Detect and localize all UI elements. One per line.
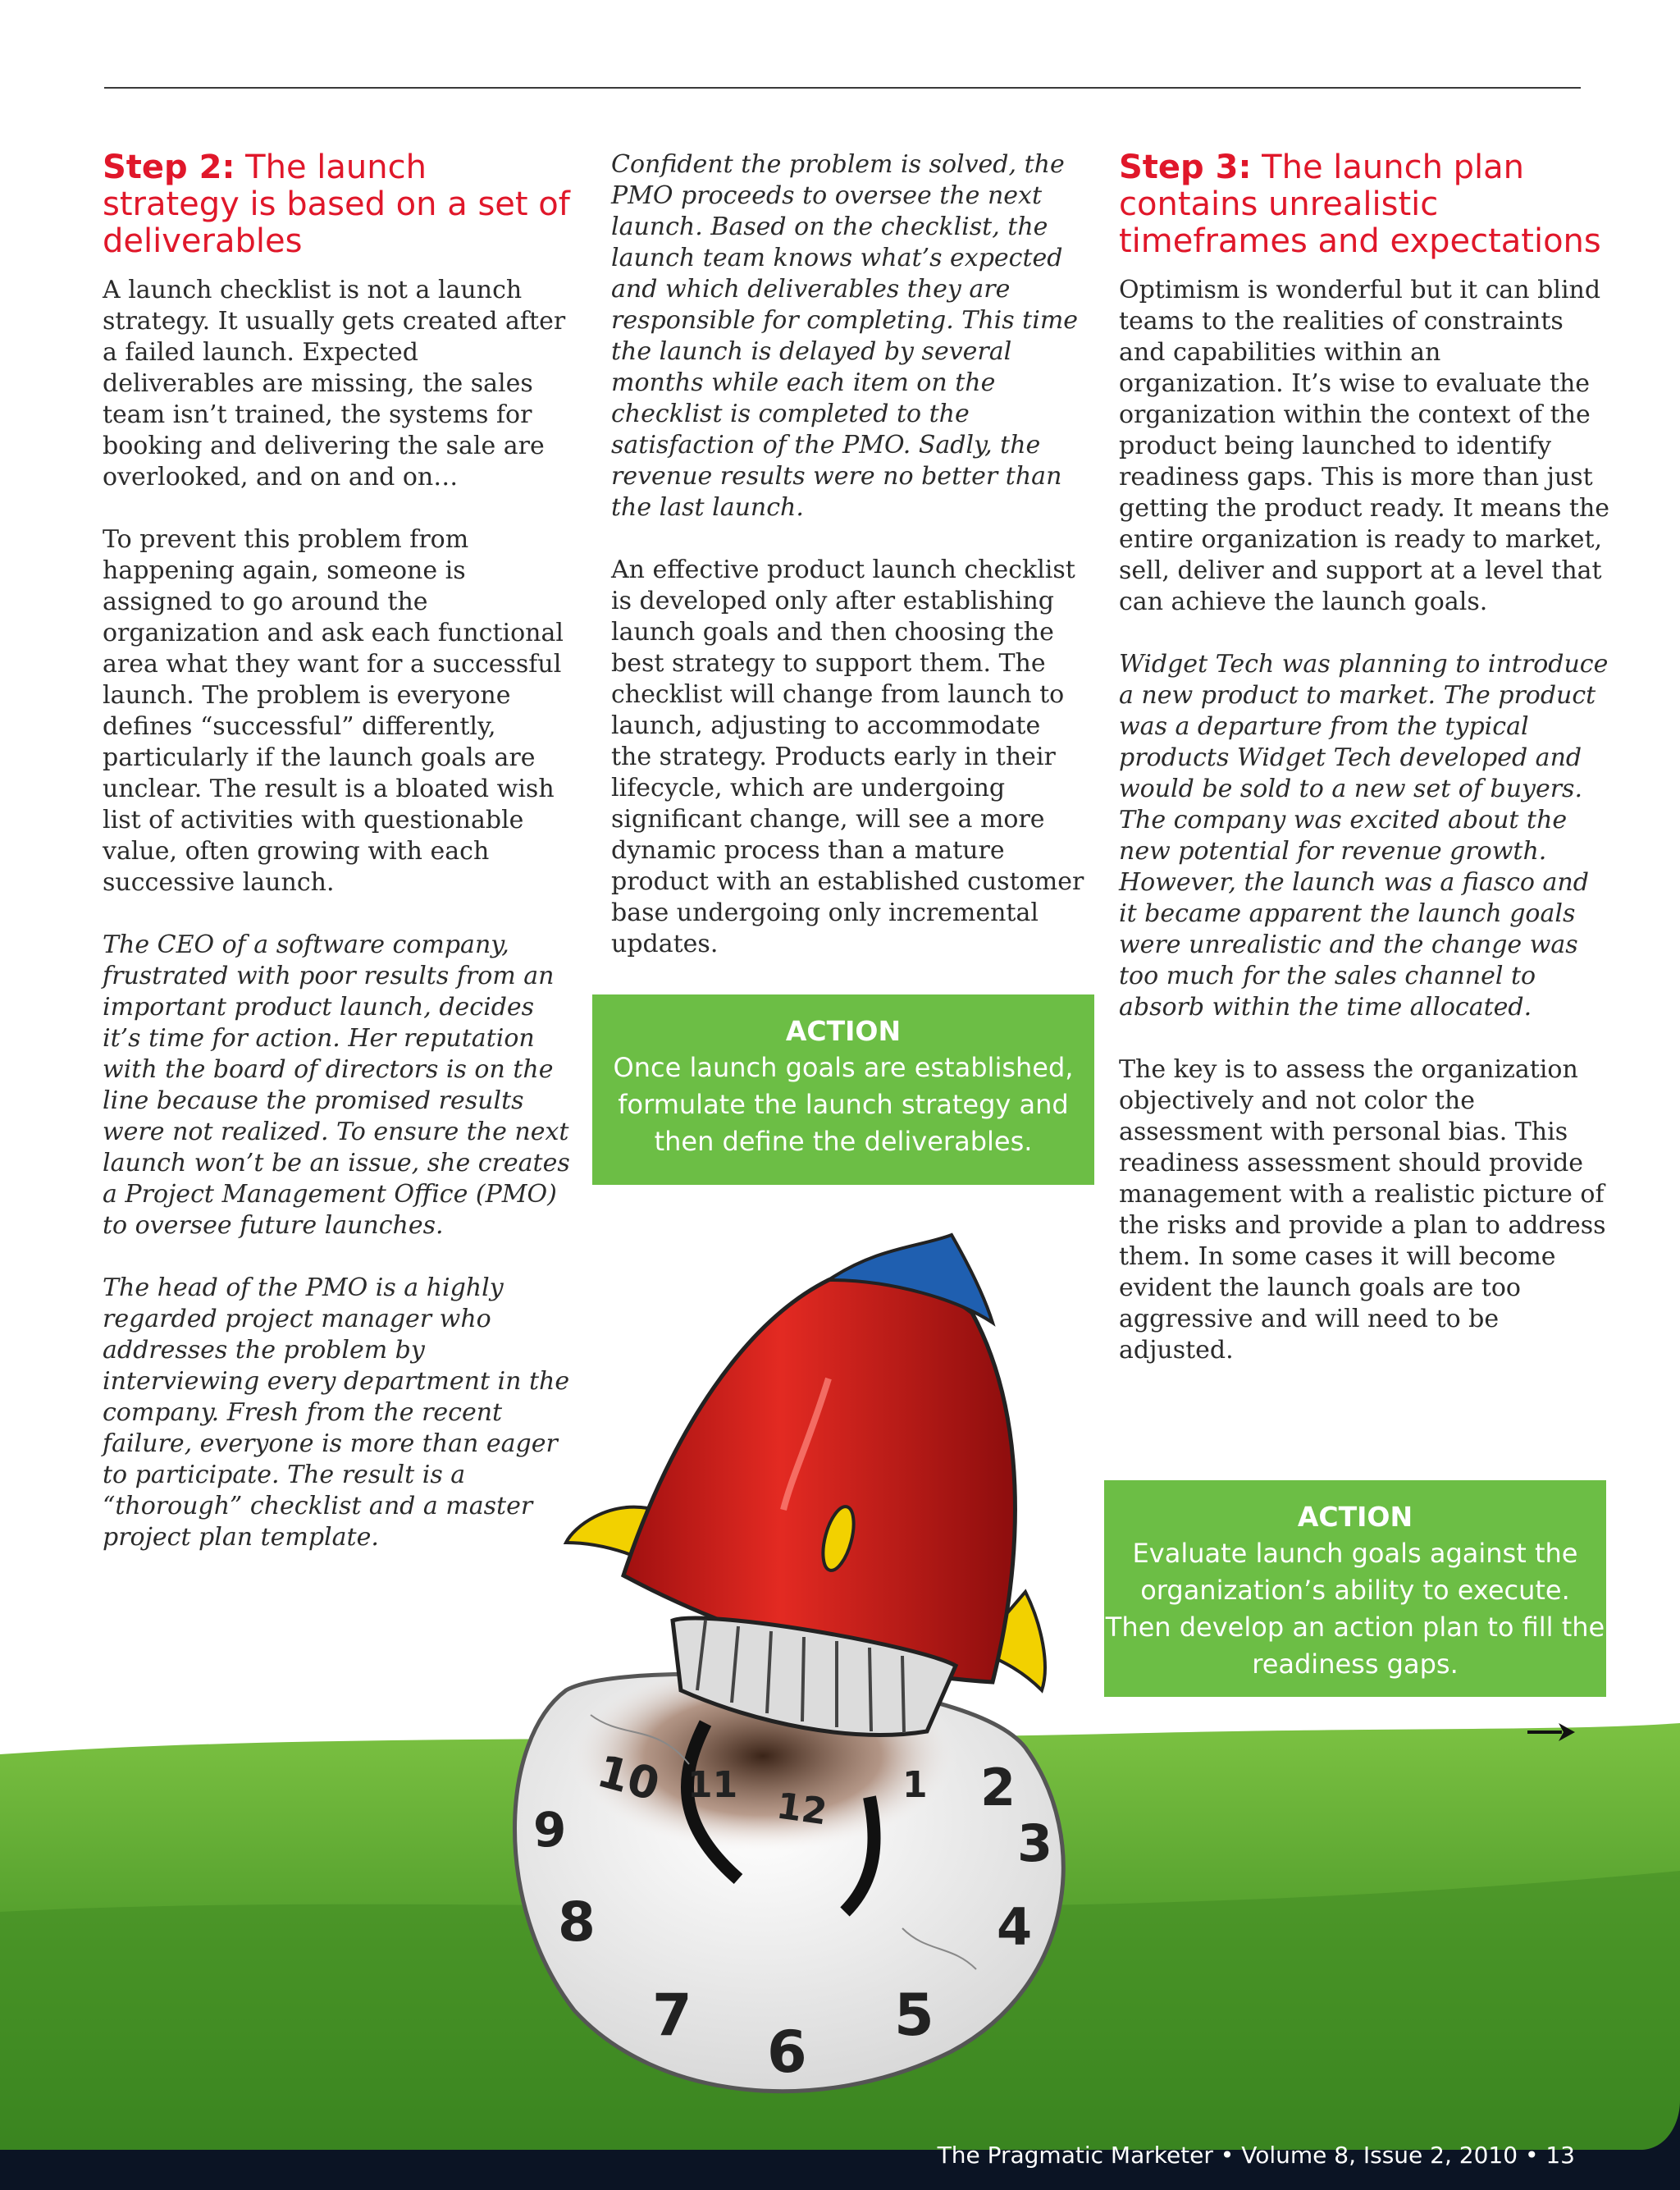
action-title-2: ACTION	[1297, 1501, 1413, 1533]
col3-paragraph-2: Widget Tech was planning to introduce a new product to market. The product was a departure from the typical products Widget Tech developed and would be sold to a new set of buyers. The company was excited about the new potential for revenue growth. However, the launch was a fiasco and it became apparent the launch goals were unrealistic and the change was too much for the sales channel to absorb within the time allocated.	[1119, 650, 1609, 1022]
col3-paragraph-3: The key is to assess the organization objectively and not color the assessment with personal bias. This readiness assessment should provide management with a realistic picture of the risks and provide a plan to address them. In some cases it will become evident the launch goals are too aggressive and will need to be adjusted.	[1119, 1055, 1606, 1365]
col1-paragraph-1: A launch checklist is not a launch strategy. It usually gets created after a failed launch. Expected deliverables are missing, the sales team isn’t trained, the systems for booking and delivering the sale are overlooked, and on and on…	[103, 276, 566, 491]
column-middle	[611, 149, 1087, 991]
arrow-right-icon[interactable]	[1526, 1720, 1577, 1744]
clock-number-7: 7	[652, 1982, 692, 2049]
page-footer: The Pragmatic Marketer • Volume 8, Issue 2, 2010 • 13	[937, 2142, 1575, 2169]
col3-paragraph-1: Optimism is wonderful but it can blind teams to the realities of constraints and capabilities within an organization. It’s wise to evaluate the organization within the context of the product being launched to identify readiness gaps. This is more than just getting the product ready. It means the entire organization is ready to market, sell, deliver and support at a level that can achieve the launch goals.	[1119, 276, 1610, 616]
action-title-1: ACTION	[785, 1015, 902, 1047]
clock-number-9: 9	[533, 1802, 567, 1858]
clock-number-11: 11	[687, 1764, 738, 1806]
clock-number-8: 8	[558, 1891, 596, 1954]
step2-heading: Step 2: The launch strategy is based on a set of deliverables	[103, 149, 570, 260]
action-box-2	[1104, 1480, 1606, 1697]
col2-paragraph-2: An effective product launch checklist is developed only after establishing launch goals and then choosing the best strategy to support them. The checklist will change from launch to launch, adjusting to accommodate the strategy. Products early in their lifecycle, which are undergoing significant change, will see a more dynamic process than a mature product with an established customer base undergoing only incremental updates.	[611, 556, 1084, 958]
clock-number-5: 5	[894, 1982, 934, 2049]
step3-heading: Step 3: The launch plan contains unrealistic timeframes and expectations	[1119, 149, 1601, 260]
action-text-1: Once launch goals are established, formulate the launch strategy and then define the deliverables.	[613, 1052, 1074, 1157]
column-left	[103, 149, 570, 1584]
clock-number-4: 4	[997, 1897, 1033, 1957]
col2-paragraph-1: Confident the problem is solved, the PMO proceeds to oversee the next launch. Based on the checklist, the launch team knows what’s expected and which deliverables they are responsible for completing. This time the launch is delayed by several months while each item on the checklist is completed to the satisfaction of the PMO. Sadly, the revenue results were no better than the last launch.	[611, 150, 1079, 522]
clock-number-10: 10	[591, 1744, 665, 1812]
clock-number-1: 1	[902, 1764, 928, 1806]
top-rule	[104, 87, 1581, 89]
col1-paragraph-4: The head of the PMO is a highly regarded project manager who addresses the problem by interviewing every department in the company. Fresh from the recent failure, everyone is more than eager to participate. The result is a “thorough” checklist and a master project plan template.	[103, 1273, 570, 1552]
clock-number-2: 2	[980, 1758, 1016, 1817]
clock-number-3: 3	[1017, 1813, 1053, 1873]
col1-paragraph-2: To prevent this problem from happening again, someone is assigned to go around the organization and ask each functional area what they want for a successful launch. The problem is everyone defines “successful” differently, particularly if the launch goals are unclear. The result is a bloated wish list of activities with questionable value, often growing with each successive launch.	[103, 525, 564, 897]
action-box-1	[592, 994, 1094, 1185]
action-text-2: Evaluate launch goals against the organization’s ability to execute. Then develop an action plan to fill the readiness gaps.	[1105, 1538, 1605, 1680]
column-right	[1119, 149, 1611, 1397]
clock-number-12: 12	[774, 1785, 830, 1834]
clock-number-6: 6	[767, 2019, 807, 2086]
col1-paragraph-3: The CEO of a software company, frustrated with poor results from an important product launch, decides it’s time for action. Her reputation with the board of directors is on the line because the promised results were not realized. To ensure the next launch won’t be an issue, she creates a Project Management Office (PMO) to oversee future launches.	[103, 930, 570, 1240]
